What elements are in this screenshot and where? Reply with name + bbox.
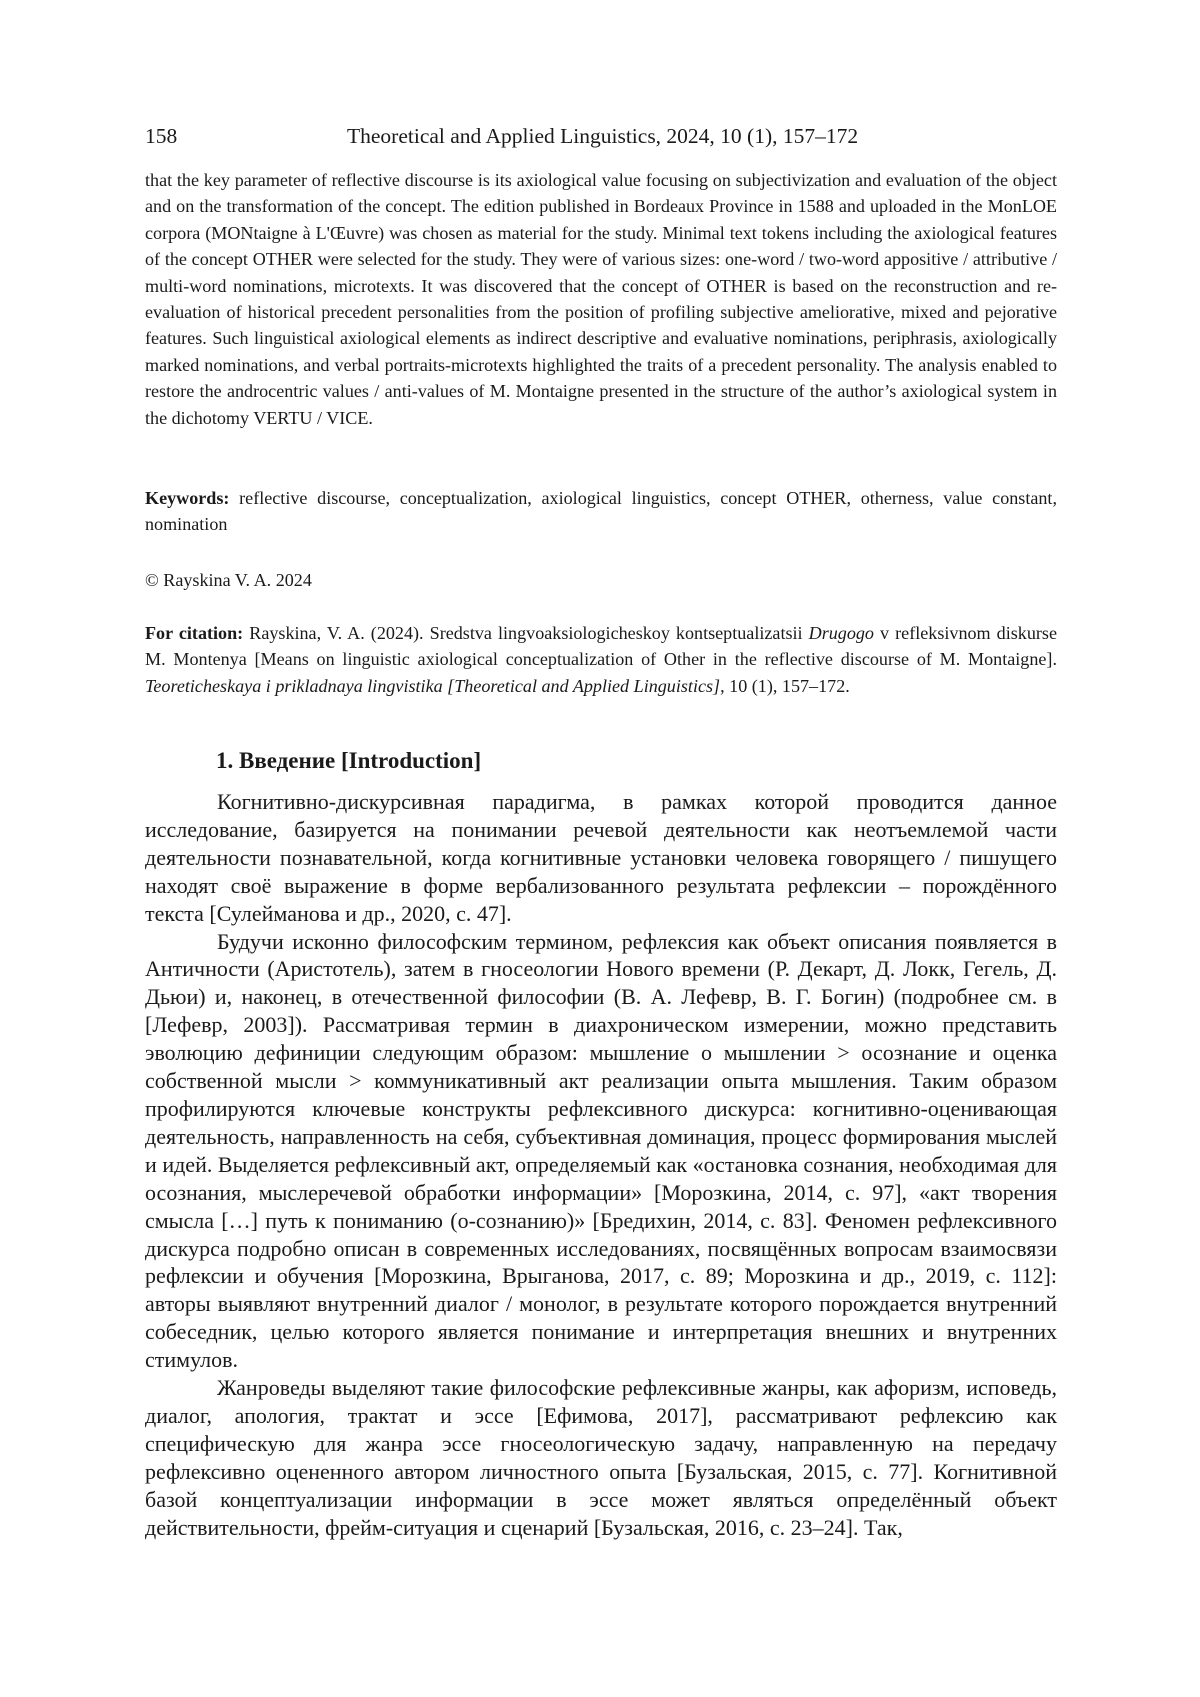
citation-title-rest: v refleksivnom diskurse M. Montenya [Means on linguistic axiological conceptualization of Other in the reflective discourse of M. Montaigne]. bbox=[145, 623, 1057, 670]
abstract-text: that the key parameter of reflective discourse is its axiological value focusing on subjectivization and evaluation of the object and on the transformation of the concept. The edition published in Bordeaux Province in 1588 and uploaded in the MonLOE corpora (MONtaigne à L'Œuvre) was chosen as material for the study. Minimal text tokens including the axiological features of the concept OTHER were selected for the study. They were of various sizes: one-word / two-word appositive / attributive / multi-word nominations, microtexts. It was discovered that the concept of OTHER is based on the reconstruction and re-evaluation of historical precedent personalities from the position of profiling subjective ameliorative, mixed and pejorative features. Such linguistical axiological elements as indirect descriptive and evaluative nominations, periphrasis, axiologically marked nominations, and verbal portraits-microtexts highlighted the traits of a precedent personality. The analysis enabled to restore the androcentric values / anti-values of M. Montaigne presented in the structure of the author’s axiological system in the dichotomy VERTU / VICE. bbox=[145, 170, 1057, 428]
body-paragraph: Будучи исконно философским термином, рефлексия как объект описания появляется в Античности (Аристотель), затем в гносеологии Нового времени (Р. Декарт, Д. Локк, Гегель, Д. Дьюи) и, наконец, в отечественной философии (В. А. Лефевр, В. Г. Богин) (подробнее см. в [Лефевр, 2003]). Рассматривая термин в диахроническом измерении, можно представить эволюцию дефиниции следующим образом: мышление о мышлении > осознание и оценка собственной мысли > коммуникативный акт реализации опыта мышления. Таким образом профилируются ключевые конструкты рефлексивного дискурса: когнитивно-оценивающая деятельность, направленность на себя, субъективная доминация, процесс формирования мыслей и идей. Выделяется рефлексивный акт, определяемый как «остановка сознания, необходимая для осознания, мыслеречевой обработки информации» [Морозкина, 2014, с. 97], «акт творения смысла […] путь к пониманию (о-сознанию)» [Бредихин, 2014, с. 83]. Феномен рефлексивного дискурса подробно описан в современных исследованиях, посвящённых вопросам взаимосвязи рефлексии и обучения [Морозкина, Врыганова, 2017, с. 89; Морозкина и др., 2019, с. 112]: авторы выявляют внутренний диалог / монолог, в результате которого порождается внутренний собеседник, целью которого является понимание и интерпретация внешних и внутренних стимулов. bbox=[145, 928, 1057, 1373]
section-body bbox=[145, 788, 1057, 1541]
keywords-label: Keywords: bbox=[145, 488, 230, 508]
keywords-list: reflective discourse, conceptualization, axiological linguistics, concept OTHER, otherness, value constant, nomination bbox=[145, 488, 1057, 535]
journal-title: Theoretical and Applied Linguistics, 2024, 10 (1), 157–172 bbox=[347, 124, 859, 148]
body-paragraph: Жанроведы выделяют такие философские рефлексивные жанры, как афоризм, исповедь, диалог, апология, трактат и эссе [Ефимова, 2017], рассматривают рефлексию как специфическую для жанра эссе гносеологическую задачу, направленную на передачу рефлексивно оцененного автором личностного опыта [Бузальская, 2015, с. 77]. Когнитивной базой концептуализации информации в эссе может являться определённый объект действительности, фрейм-ситуация и сценарий [Бузальская, 2016, с. 23–24]. Так, bbox=[145, 1375, 1057, 1540]
citation-authors-title: Rayskina, V. A. (2024). Sredstva lingvoaksiologicheskoy kontseptualizatsii bbox=[249, 623, 803, 643]
citation-journal-italic: Teoreticheskaya i prikladnaya lingvistika [Theoretical and Applied Linguistics] bbox=[145, 675, 721, 696]
citation-title-italic: Drugogo bbox=[808, 623, 874, 643]
running-header bbox=[145, 124, 1057, 154]
body-paragraph: Когнитивно-дискурсивная парадигма, в рамках которой проводится данное исследование, базируется на понимании речевой деятельности как неотъемлемой части деятельности познавательной, когда когнитивные установки человека говорящего / пишущего находят своё выражение в форме вербализованного результата рефлексии – порождённого текста [Сулейманова и др., 2020, с. 47]. bbox=[145, 789, 1057, 926]
copyright-line: © Rayskina V. A. 2024 bbox=[145, 570, 312, 590]
citation bbox=[145, 620, 1057, 699]
keywords bbox=[145, 485, 1057, 538]
section-heading: 1. Введение [Introduction] bbox=[216, 748, 482, 773]
citation-volume: , 10 (1), 157–172. bbox=[720, 675, 850, 696]
page-number: 158 bbox=[145, 124, 178, 148]
citation-label: For citation: bbox=[145, 623, 244, 643]
